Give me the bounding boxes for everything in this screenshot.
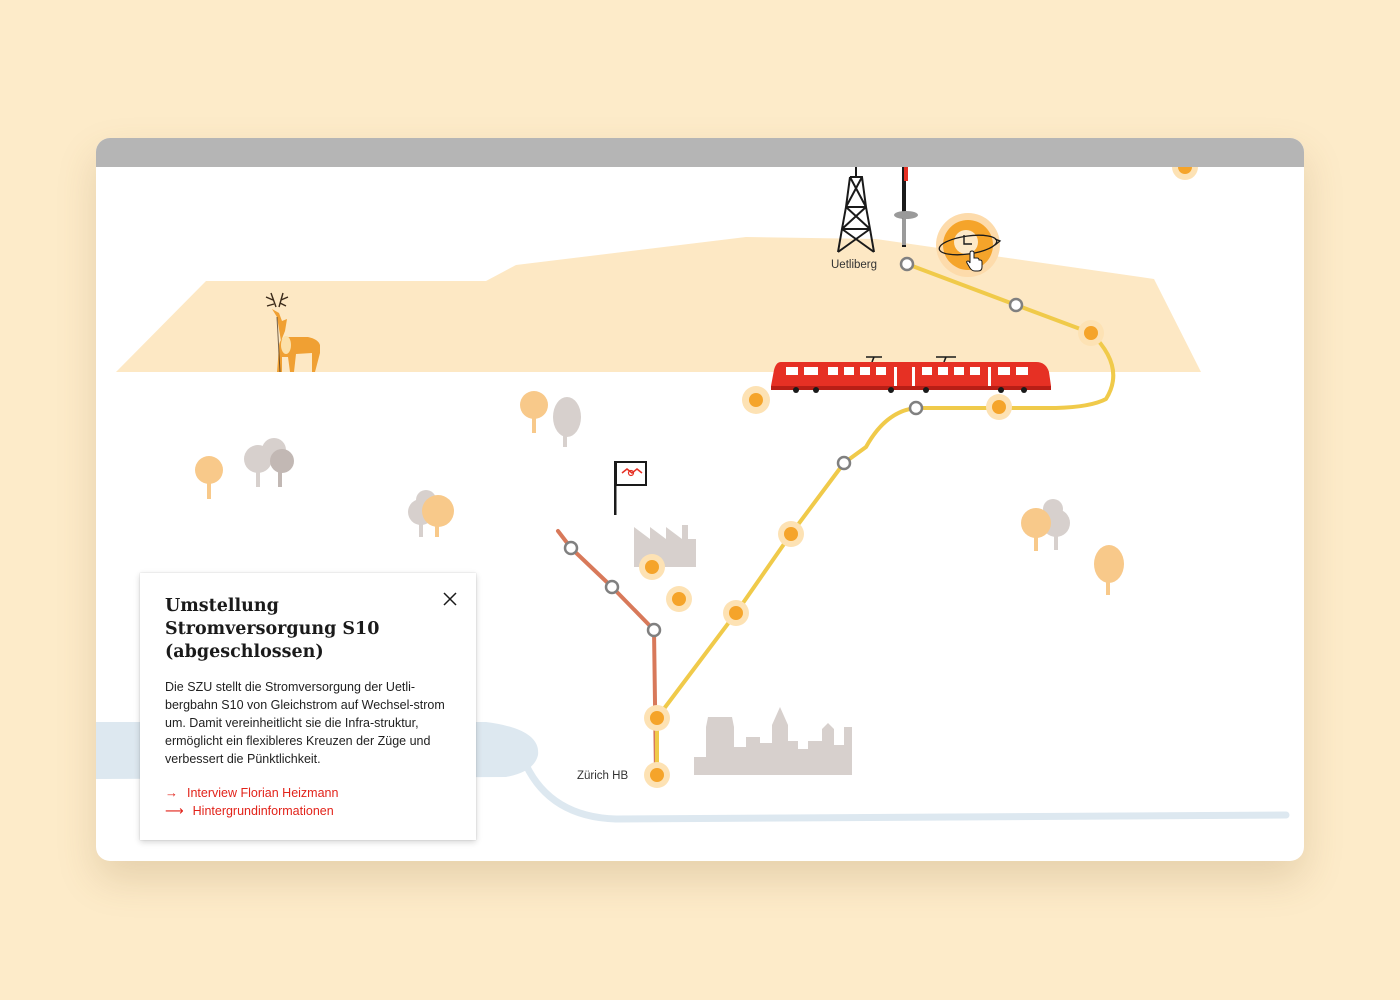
hotspot-factory-2[interactable] xyxy=(666,586,692,612)
tree-orange-1 xyxy=(520,391,548,433)
tree-orange-5 xyxy=(1094,545,1124,595)
card-body-text: Die SZU stellt die Stromversorgung der Uetli-bergbahn S10 von Gleichstrom auf Wechsel-strom um. Damit vereinheitlicht sie die Infra-struktur, ermöglicht ein flexibleres Kreuzen der Züge und verbessert die Pünktlichkeit. xyxy=(165,680,445,766)
hotspot-line-lower[interactable] xyxy=(723,600,749,626)
river-sihl xyxy=(526,765,1286,819)
hotspot-lower-junction[interactable] xyxy=(644,705,670,731)
info-card xyxy=(140,573,476,840)
link-interview-label: Interview Florian Heizmann xyxy=(187,786,339,800)
station-uetliberg[interactable] xyxy=(901,258,913,270)
hotspot-factory[interactable] xyxy=(639,554,665,580)
station-label-zurich-hb: Zürich HB xyxy=(577,770,629,782)
arrow-right-icon: ⟶ xyxy=(165,803,184,818)
window-titlebar xyxy=(96,138,1304,167)
city-skyline-illustration xyxy=(694,707,852,775)
station-ringlikon[interactable] xyxy=(1010,299,1022,311)
station-triemli[interactable] xyxy=(838,457,850,469)
antenna-mast-icon xyxy=(894,167,918,247)
hotspot-train-left[interactable] xyxy=(742,386,770,414)
clock-icon xyxy=(954,230,978,254)
station-branch-2[interactable] xyxy=(606,581,618,593)
close-icon xyxy=(440,589,460,609)
hotspot-line-mid[interactable] xyxy=(778,521,804,547)
hotspot-zurich-hb[interactable] xyxy=(644,762,670,788)
station-branch-1[interactable] xyxy=(565,542,577,554)
hotspot-hill-curve[interactable] xyxy=(1078,320,1104,346)
tree-grey-1 xyxy=(553,397,581,447)
flag-icon xyxy=(614,461,646,515)
link-background-info-label: Hintergrundinformationen xyxy=(192,804,334,818)
link-background-info[interactable] xyxy=(165,802,452,820)
close-button[interactable] xyxy=(440,589,460,609)
hotspot-top-right[interactable] xyxy=(1172,167,1198,180)
s10-train[interactable] xyxy=(771,357,1051,393)
tree-orange-3 xyxy=(422,495,454,537)
tree-orange-2 xyxy=(195,456,223,499)
station-junction[interactable] xyxy=(648,624,660,636)
tree-orange-4 xyxy=(1021,508,1051,551)
hotspot-line-bend[interactable] xyxy=(986,394,1012,420)
station-label-uetliberg: Uetliberg xyxy=(831,259,878,271)
arrow-right-icon: → xyxy=(165,785,178,800)
card-title: Umstellung Stromversorgung S10 (abgeschlossen) xyxy=(165,596,380,662)
link-interview[interactable] xyxy=(165,784,452,802)
tree-grey-2 xyxy=(244,438,294,487)
active-hotspot-clock[interactable] xyxy=(936,213,1000,277)
station-uitikon[interactable] xyxy=(910,402,922,414)
